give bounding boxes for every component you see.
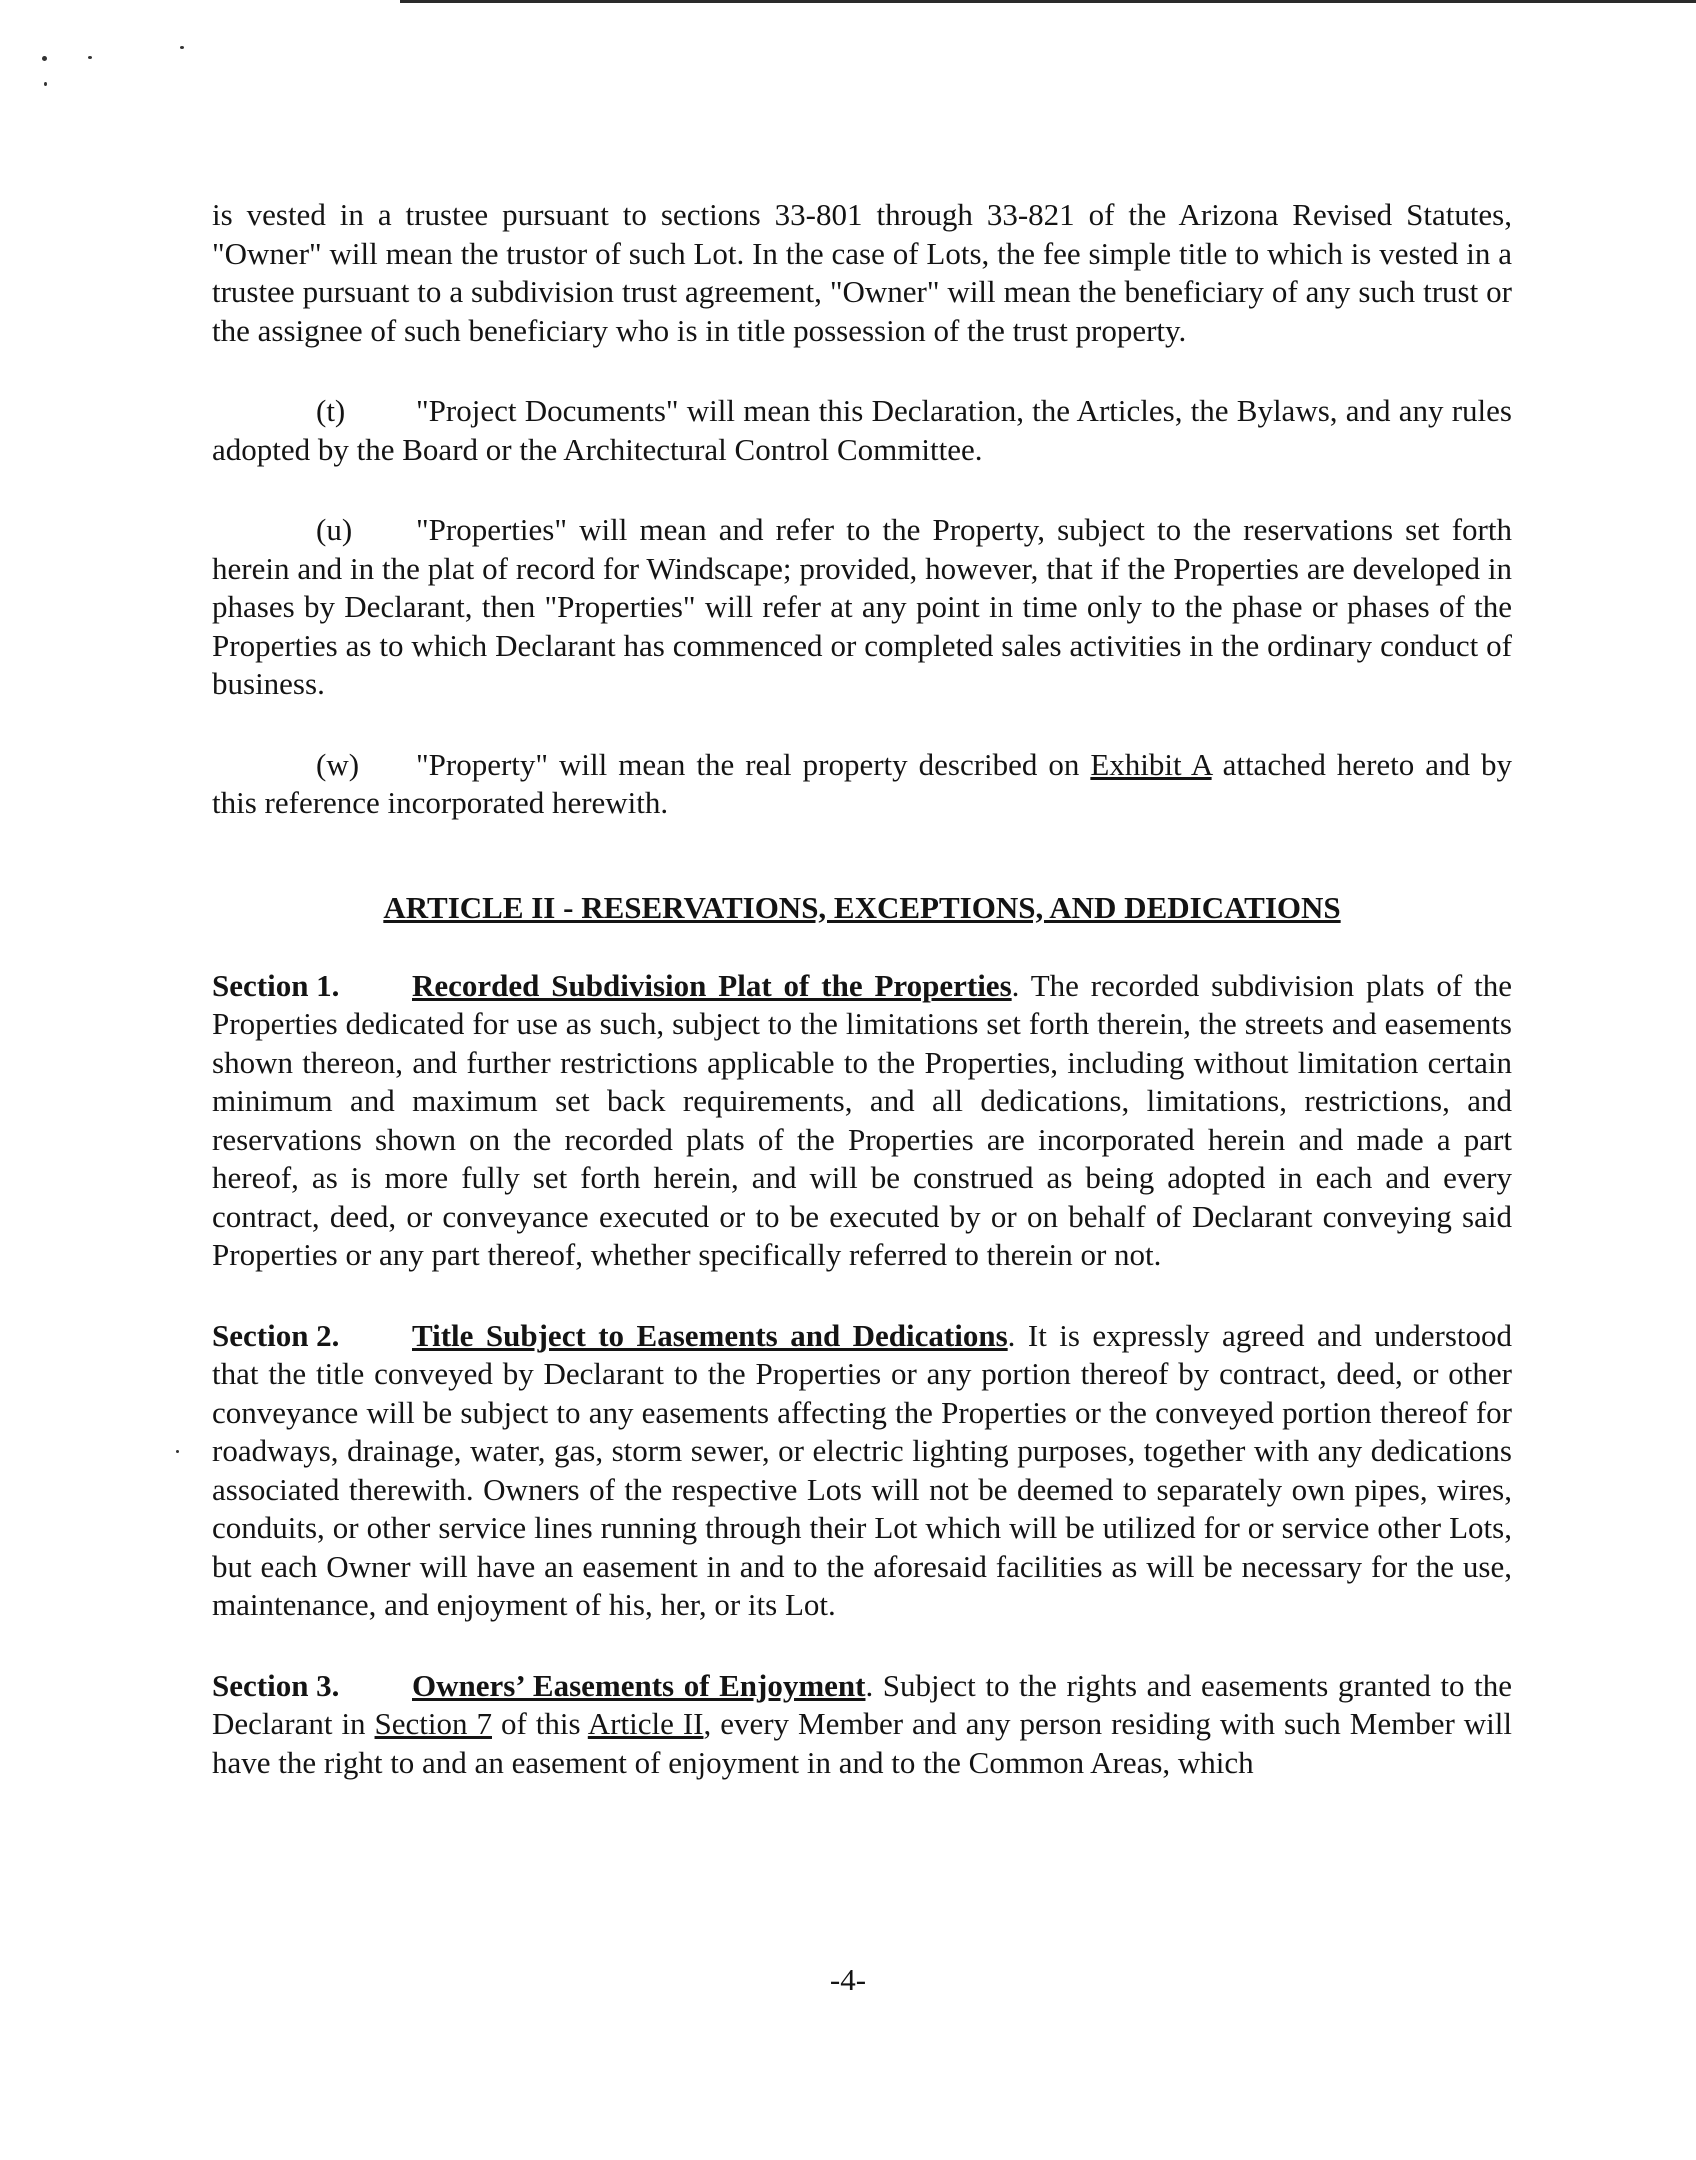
scan-speck: [88, 56, 92, 59]
page-number: -4-: [829, 1962, 867, 1997]
section-body: . It is expressly agreed and understood that the title conveyed by Declarant to the Properties or any portion thereof by contract, deed, or other conveyance will be subject to any easements affecting the Properties or the conveyed portion thereof for roadways, drainage, water, gas, storm sewer, or electric lighting purposes, together with any dedications associated therewith. Owners of the respective Lots will not be deemed to separately own pipes, wires, conduits, or other service lines running through their Lot which will be utilized for or service other Lots, but each Owner will have an easement in and to the aforesaid facilities as will be necessary for the use, maintenance, and enjoyment of his, her, or its Lot.: [212, 1317, 1512, 1622]
section-1: [212, 967, 1512, 1275]
section-label: Section 2.: [212, 1317, 340, 1353]
scan-speck: [42, 56, 47, 61]
document-page: [212, 196, 1512, 1782]
definition-text: "Properties" will mean and refer to the Property, subject to the reservations set forth herein and in the plat of record for Windscape; provided, however, that if the Properties are developed in phases by Declarant, then "Properties" will refer at any point in time only to the phase or phases of the Properties as to which Declarant has commenced or completed sales activities in the ordinary conduct of business.: [212, 512, 1512, 701]
section-7-reference: Section 7: [374, 1706, 492, 1741]
definition-marker: (w): [316, 746, 360, 782]
section-title: Title Subject to Easements and Dedications: [412, 1317, 1008, 1353]
scan-top-edge: [400, 0, 1696, 3]
section-title: Owners’ Easements of Enjoyment: [412, 1667, 866, 1703]
definition-text: attached hereto and by this reference incorporated herewith.: [212, 746, 1512, 820]
definition-t: [212, 392, 1512, 469]
intro-paragraph: is vested in a trustee pursuant to sections 33-801 through 33-821 of the Arizona Revised Statutes, "Owner" will mean the trustor of such Lot. In the case of Lots, the fee simple title to which is vested in a trustee pursuant to a subdivision trust agreement, "Owner" will mean the beneficiary of any such trust or the assignee of such beneficiary who is in title possession of the trust property.: [212, 197, 1512, 348]
definition-marker: (t): [316, 393, 346, 428]
definition-text: "Project Documents" will mean this Declaration, the Articles, the Bylaws, and any rules adopted by the Board or the Architectural Control Committee.: [212, 393, 1512, 467]
definition-w: [212, 746, 1512, 823]
exhibit-a-reference: Exhibit A: [1090, 746, 1212, 782]
scan-speck: [176, 1450, 179, 1453]
section-body: of this: [491, 1706, 588, 1741]
section-2: [212, 1317, 1512, 1625]
section-3: [212, 1667, 1512, 1783]
section-title: Recorded Subdivision Plat of the Properties: [412, 967, 1012, 1003]
article-heading: ARTICLE II - RESERVATIONS, EXCEPTIONS, AND DEDICATIONS: [383, 889, 1341, 925]
section-body: , every Member and any person residing with such Member will have the right to and an easement of enjoyment in and to the Common Areas, which: [212, 1706, 1512, 1780]
article-ii-reference: Article II: [587, 1706, 704, 1741]
definition-text: "Property" will mean the real property described on: [416, 746, 1091, 782]
definition-u: [212, 511, 1512, 704]
section-label: Section 1.: [212, 967, 340, 1003]
definition-marker: (u): [316, 512, 353, 547]
scan-speck: [180, 46, 184, 49]
section-label: Section 3.: [212, 1667, 340, 1703]
scan-speck: [44, 82, 47, 86]
section-body: . Subject to the rights and easements granted to the Declarant in: [212, 1667, 1512, 1741]
section-body: . The recorded subdivision plats of the Properties dedicated for use as such, subject to the limitations set forth therein, the streets and easements shown thereon, and further restrictions applicable to the Properties, including without limitation certain minimum and maximum set back requirements, and all dedications, limitations, restrictions, and reservations shown on the recorded plats of the Properties are incorporated herein and made a part hereof, as is more fully set forth herein, and will be construed as being adopted in each and every contract, deed, or conveyance executed or to be executed by or on behalf of Declarant conveying said Properties or any part thereof, whether specifically referred to therein or not.: [212, 967, 1512, 1272]
